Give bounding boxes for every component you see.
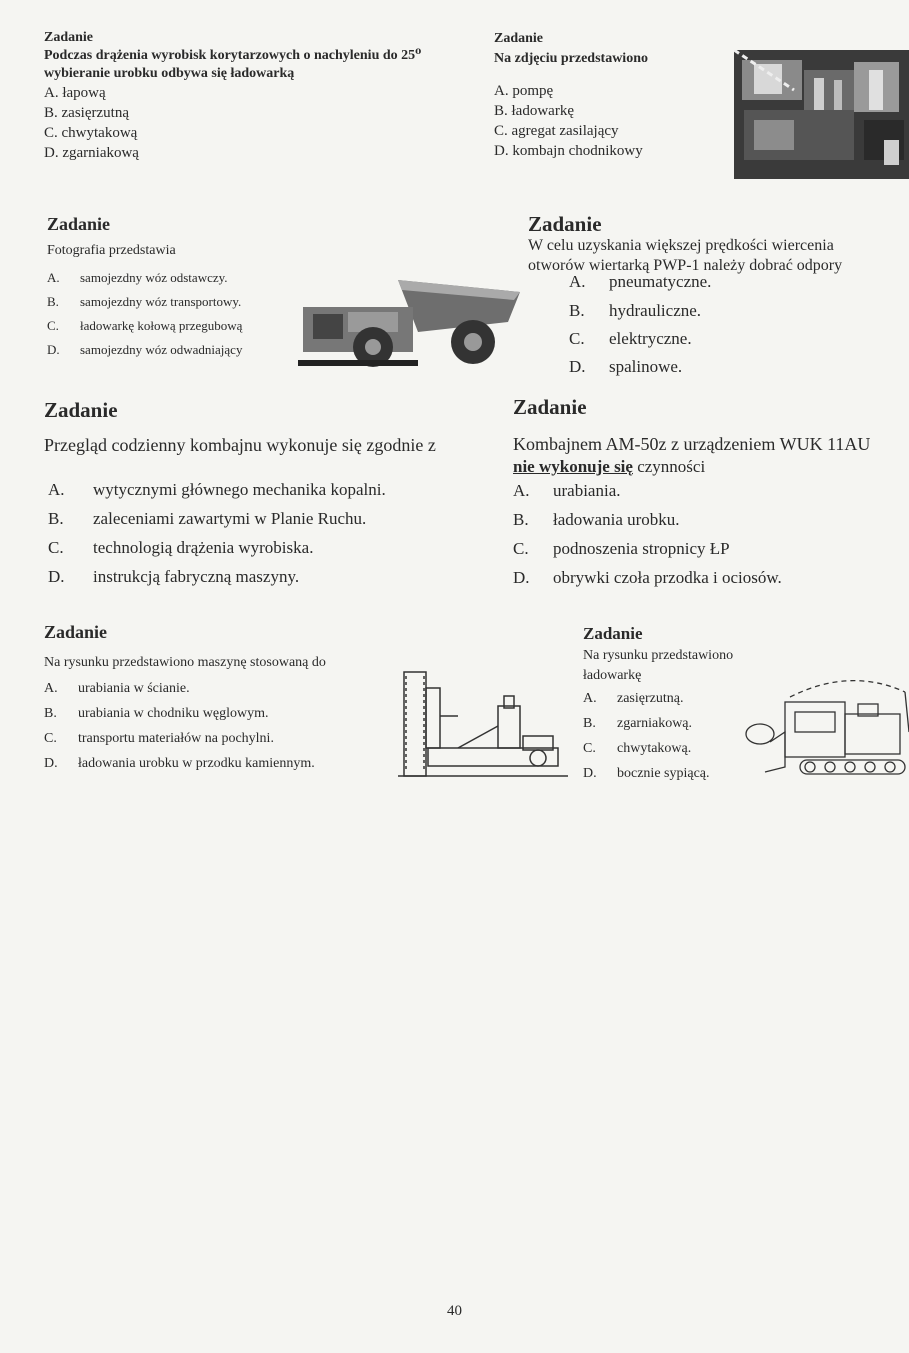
question-title: Zadanie <box>44 622 108 642</box>
question-2 <box>494 29 724 161</box>
question-text-line2: ładowarkę <box>583 668 642 683</box>
machine-photo <box>734 50 909 179</box>
option-a[interactable]: A. urabiania. <box>513 481 621 500</box>
question-5 <box>44 396 504 591</box>
option-c[interactable]: C. chwytakową. <box>583 741 692 756</box>
question-text-line1: Kombajnem AM-50z z urządzeniem WUK 11AU <box>513 434 871 454</box>
question-text-line1: W celu uzyskania większej prędkości wiercenia <box>528 237 834 254</box>
question-text: Przegląd codzienny kombajnu wykonuje się zgodnie z <box>44 435 436 455</box>
question-text: Na rysunku przedstawiono maszynę stosowaną do <box>44 655 326 670</box>
question-6 <box>513 394 909 592</box>
question-text: Fotografia przedstawia <box>47 243 176 258</box>
option-a[interactable]: A. pneumatyczne. <box>569 272 712 291</box>
question-text-line2: otworów wiertarką PWP-1 należy dobrać odpory <box>528 257 843 274</box>
question-text: Na zdjęciu przedstawiono <box>494 51 648 66</box>
machine-drawing <box>398 666 568 781</box>
question-title: Zadanie <box>583 624 643 643</box>
option-a[interactable]: A. pompę <box>494 83 554 99</box>
option-d[interactable]: D. ładowania urobku w przodku kamiennym. <box>44 756 315 771</box>
option-d[interactable]: D. kombajn chodnikowy <box>494 143 643 159</box>
option-c[interactable]: C. technologią drążenia wyrobiska. <box>48 538 314 557</box>
option-b[interactable]: B. zgarniakową. <box>583 716 693 731</box>
question-1 <box>44 29 444 163</box>
option-d[interactable]: D. samojezdny wóz odwadniający <box>47 342 243 357</box>
question-text-line2: nie wykonuje się czynności <box>513 457 706 476</box>
option-c[interactable]: C. chwytakową <box>44 125 138 141</box>
option-b[interactable]: B. ładowarkę <box>494 103 574 119</box>
question-text: Podczas drążenia wyrobisk korytarzowych o nachyleniu do 25⁰ wybieranie urobku odbywa się ładowarką <box>44 48 422 81</box>
option-b[interactable]: B. ładowania urobku. <box>513 510 680 529</box>
question-title: Zadanie <box>47 214 111 234</box>
question-title: Zadanie <box>528 212 602 236</box>
option-c[interactable]: C. podnoszenia stropnicy ŁP <box>513 539 730 558</box>
question-title: Zadanie <box>513 395 587 419</box>
option-b[interactable]: B. zaleceniami zawartymi w Planie Ruchu. <box>48 509 367 528</box>
option-a[interactable]: A. zasięrzutną. <box>583 691 684 706</box>
option-a[interactable]: A. wytycznymi głównego mechanika kopalni. <box>48 480 386 499</box>
option-a[interactable]: A. samojezdny wóz odstawczy. <box>47 270 228 285</box>
dump-truck-photo <box>298 272 520 372</box>
question-title: Zadanie <box>44 398 118 422</box>
option-d[interactable]: D. instrukcją fabryczną maszyny. <box>48 567 300 586</box>
question-4 <box>528 212 909 381</box>
question-text-line1: Na rysunku przedstawiono <box>583 648 734 663</box>
page-number: 40 <box>447 1303 462 1319</box>
option-d[interactable]: D. zgarniakową <box>44 145 139 161</box>
option-a[interactable]: A. łapową <box>44 85 106 101</box>
loader-drawing <box>740 672 909 782</box>
option-b[interactable]: B. hydrauliczne. <box>569 301 702 320</box>
option-c[interactable]: C. elektryczne. <box>569 329 692 348</box>
question-3 <box>47 212 307 362</box>
option-b[interactable]: B. zasięrzutną <box>44 105 129 121</box>
option-c[interactable]: C. ładowarkę kołową przegubową <box>47 318 243 333</box>
option-c[interactable]: C. agregat zasilający <box>494 123 619 139</box>
question-title: Zadanie <box>494 31 544 46</box>
question-7 <box>44 620 404 776</box>
option-d[interactable]: D. spalinowe. <box>569 357 683 376</box>
option-a[interactable]: A. urabiania w ścianie. <box>44 681 190 696</box>
option-b[interactable]: B. samojezdny wóz transportowy. <box>47 294 242 309</box>
option-c[interactable]: C. transportu materiałów na pochylni. <box>44 731 274 746</box>
option-d[interactable]: D. obrywki czoła przodka i ociosów. <box>513 568 782 587</box>
option-b[interactable]: B. urabiania w chodniku węglowym. <box>44 706 269 721</box>
question-title: Zadanie <box>44 30 94 45</box>
option-d[interactable]: D. bocznie sypiącą. <box>583 766 710 781</box>
